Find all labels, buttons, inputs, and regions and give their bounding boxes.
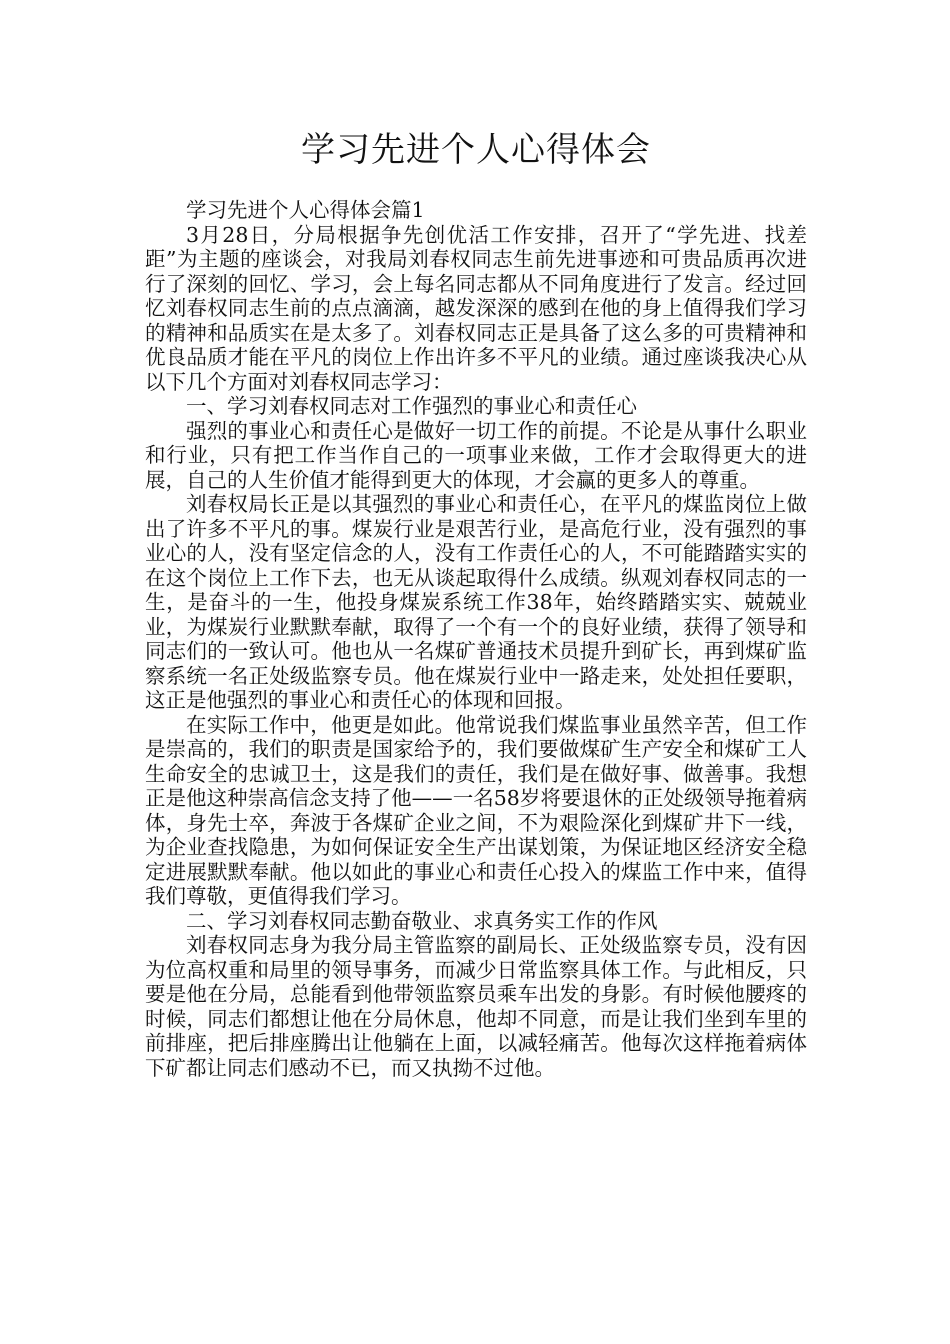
document-title: 学习先进个人心得体会 xyxy=(301,130,651,170)
section-heading: 学习先进个人心得体会篇1 xyxy=(186,198,425,222)
section-heading: 二、学习刘春权同志勤奋敬业、求真务实工作的作风 xyxy=(186,908,658,933)
paragraph: 刘春权局长正是以其强烈的事业心和责任心，在平凡的煤监岗位上做出了许多不平凡的事。煤炭行业是艰苦行业，是高危行业，没有强烈的事业心的人，没有坚定信念的人，没有工作责任心的人，不可能踏踏实实的在这个岗位上工作下去，也无从谈起取得什么成绩。纵观刘春权同志的一生，是奋斗的一生，他投身煤炭系统工作38年，始终踏踏实实、兢兢业业，为煤炭行业默默奉献，取得了一个有一个的良好业绩，获得了领导和同志们的一致认可。他也从一名煤矿普通技术员提升到矿长，再到煤矿监察系统一名正处级监察专员。他在煤炭行业中一路走来，处处担任要职，这正是他强烈的事业心和责任心的体现和回报。 xyxy=(145,492,807,712)
paragraph: 强烈的事业心和责任心是做好一切工作的前提。不论是从事什么职业和行业，只有把工作当作自己的一项事业来做，工作才会取得更大的进展，自己的人生价值才能得到更大的体现，才会赢的更多人的尊重。 xyxy=(145,418,807,492)
section-heading: 一、学习刘春权同志对工作强烈的事业心和责任心 xyxy=(186,394,637,418)
paragraph: 在实际工作中，他更是如此。他常说我们煤监事业虽然辛苦，但工作是崇高的，我们的职责是国家给予的，我们要做煤矿生产安全和煤矿工人生命安全的忠诚卫士，这是我们的责任，我们是在做好事、做善事。我想正是他这种崇高信念支持了他——一名58岁将要退休的正处级领导拖着病体，身先士卒，奔波于各煤矿企业之间，不为艰险深化到煤矿井下一线，为企业查找隐患，为如何保证安全生产出谋划策，为保证地区经济安全稳定进展默默奉献。他以如此的事业心和责任心投入的煤监工作中来，值得我们尊敬，更值得我们学习。 xyxy=(145,712,807,908)
document-page xyxy=(145,128,807,1080)
paragraph: 3月28日，分局根据争先创优活工作安排，召开了“学先进、找差距”为主题的座谈会，对我局刘春权同志生前先进事迹和可贵品质再次进行了深刻的回忆、学习，会上每名同志都从不同角度进行了发言。经过回忆刘春权同志生前的点点滴滴，越发深深的感到在他的身上值得我们学习的精神和品质实在是太多了。刘春权同志正是具备了这么多的可贵精神和优良品质才能在平凡的岗位上作出许多不平凡的业绩。通过座谈我决心从以下几个方面对刘春权同志学习： xyxy=(145,222,807,394)
paragraph: 刘春权同志身为我分局主管监察的副局长、正处级监察专员，没有因为位高权重和局里的领导事务，而减少日常监察具体工作。与此相反，只要是他在分局，总能看到他带领监察员乘车出发的身影。有时候他腰疼的时候，同志们都想让他在分局休息，他却不同意，而是让我们坐到车里的前排座，把后排座腾出让他躺在上面，以减轻痛苦。他每次这样拖着病体下矿都让同志们感动不已，而又执拗不过他。 xyxy=(145,933,807,1080)
